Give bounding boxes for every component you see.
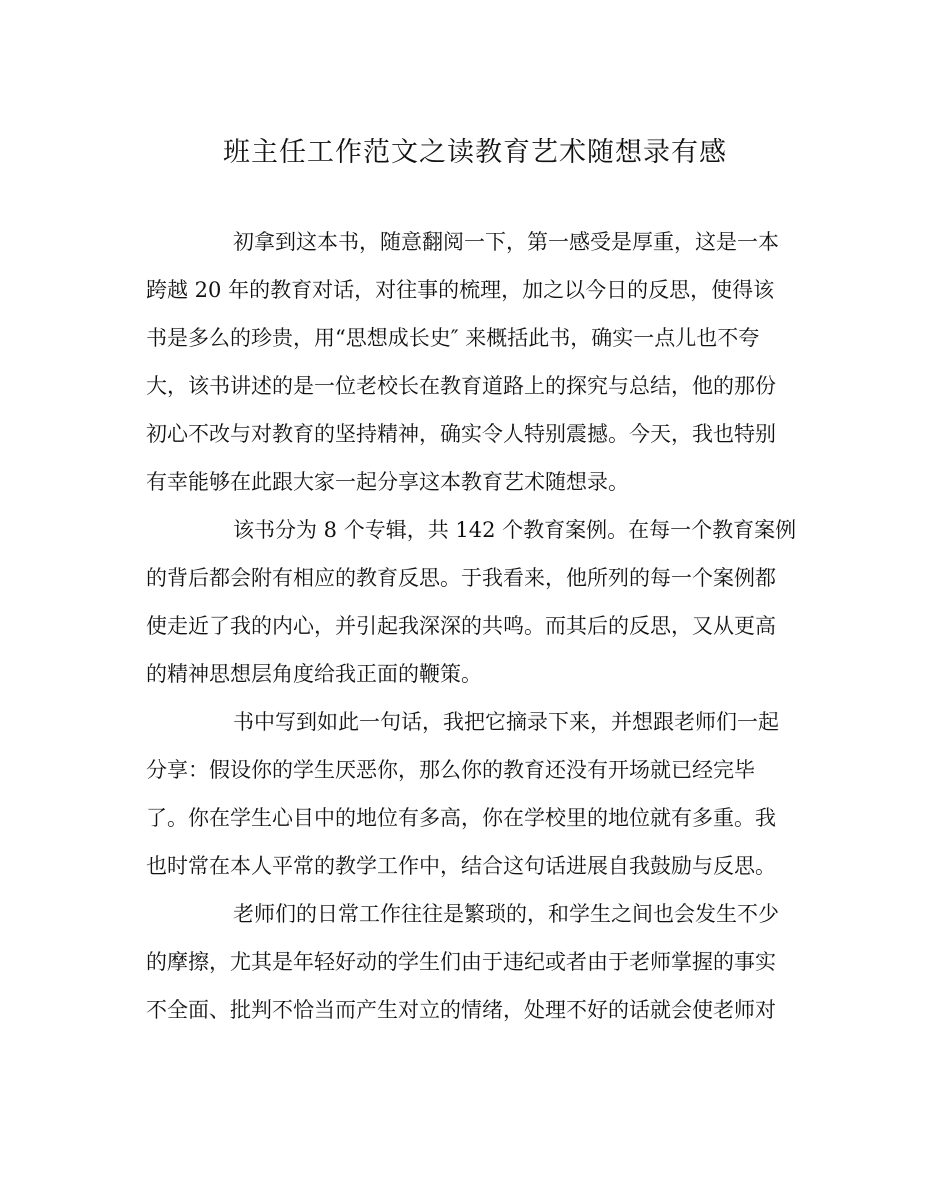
paragraph-1-line-3: 书是多么的珍贵，用“思想成长史″ 来概括此书，确实一点儿也不夸 [146, 326, 760, 350]
paragraph-3-line-2: 分享：假设你的学生厌恶你，那么你的教育还没有开场就已经完毕 [146, 758, 755, 782]
document-title: 班主任工作范文之读教育艺术随想录有感 [223, 137, 727, 168]
paragraph-2-line-3: 使走近了我的内心，并引起我深深的共鸣。而其后的反思，又从更高 [146, 614, 776, 638]
paragraph-4-line-1: 老师们的日常工作往往是繁琐的，和学生之间也会发生不少 [233, 902, 779, 926]
paragraph-1-line-6: 有幸能够在此跟大家一起分享这本教育艺术随想录。 [146, 470, 629, 494]
document-body [146, 218, 802, 1034]
paragraph-1-line-1: 初拿到这本书，随意翻阅一下，第一感受是厚重，这是一本 [233, 230, 779, 254]
paragraph-1-line-5: 初心不改与对教育的坚持精神，确实令人特别震撼。今天，我也特别 [146, 422, 776, 446]
paragraph-2-line-2: 的背后都会附有相应的教育反思。于我看来，他所列的每一个案例都 [146, 566, 776, 590]
paragraph-2-line-1: 该书分为 8 个专辑，共 142 个教育案例。在每一个教育案例 [233, 518, 797, 542]
paragraph-1-line-2: 跨越 20 年的教育对话，对往事的梳理，加之以今日的反思，使得该 [146, 278, 775, 302]
paragraph-2-line-4: 的精神思想层角度给我正面的鞭策。 [146, 662, 482, 686]
paragraph-4-line-3: 不全面、批判不恰当而产生对立的情绪，处理不好的话就会使老师对 [146, 998, 776, 1022]
paragraph-3-line-1: 书中写到如此一句话，我把它摘录下来，并想跟老师们一起 [233, 710, 779, 734]
paragraph-1-line-4: 大，该书讲述的是一位老校长在教育道路上的探究与总结，他的那份 [146, 374, 776, 398]
paragraph-4-line-2: 的摩擦，尤其是年轻好动的学生们由于违纪或者由于老师掌握的事实 [146, 950, 776, 974]
paragraph-3-line-3: 了。你在学生心目中的地位有多高，你在学校里的地位就有多重。我 [146, 806, 776, 830]
paragraph-3-line-4: 也时常在本人平常的教学工作中，结合这句话进展自我鼓励与反思。 [146, 854, 776, 878]
